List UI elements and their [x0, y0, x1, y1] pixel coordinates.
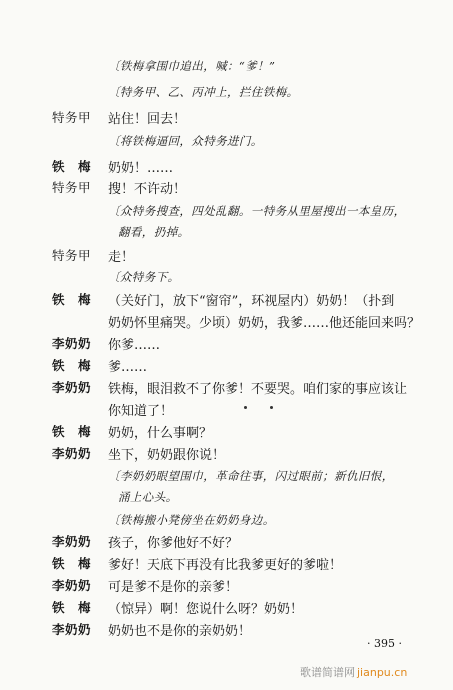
speaker-label: 铁 梅 [52, 292, 92, 307]
dialogue-text: 站住！回去！ [108, 111, 187, 127]
speaker-label: 铁 梅 [52, 600, 92, 615]
speaker-label: 铁 梅 [52, 556, 92, 571]
dialogue-text: 奶奶，什么事啊？ [108, 425, 213, 441]
script-line [0, 289, 453, 309]
script-line [0, 443, 453, 463]
speaker-label: 李奶奶 [52, 622, 92, 637]
dialogue-text: 奶奶！…… [108, 160, 174, 176]
dialogue-text: 走！ [108, 249, 135, 265]
script-line [0, 510, 453, 530]
script-line [0, 466, 453, 486]
stage-direction: 翻看，扔掉。 [118, 225, 190, 239]
script-line [0, 575, 453, 595]
dialogue-text: 你知道了！ [108, 403, 174, 419]
stage-direction: 〔特务甲、乙、丙冲上，拦住铁梅。 [108, 85, 299, 99]
stage-direction: 〔铁梅拿围巾追出，喊：“爹！” [108, 59, 276, 73]
script-line [0, 222, 453, 242]
script-line [0, 355, 453, 375]
script-line [0, 156, 453, 176]
stage-direction: 〔众特务下。 [108, 270, 180, 284]
script-line [0, 597, 453, 617]
script-line [0, 201, 453, 221]
dialogue-text: 你爹…… [108, 337, 161, 353]
script-line [0, 377, 453, 397]
script-line [0, 333, 453, 353]
dialogue-text: 可是爹不是你的亲爹！ [108, 579, 239, 595]
stage-direction: 〔众特务搜查，四处乱翻。一特务从里屋搜出一本皇历， [108, 204, 406, 218]
speaker-label: 特务甲 [52, 180, 92, 195]
dialogue-text: 爹…… [108, 359, 148, 375]
dialogue-text: 搜！不许动！ [108, 181, 187, 197]
dialogue-text: 爹好！天底下再没有比我爹更好的爹啦！ [108, 557, 343, 573]
dialogue-text: 奶奶怀里痛哭。少顷）奶奶，我爹……他还能回来吗？ [108, 315, 421, 331]
speaker-label: 铁 梅 [52, 358, 92, 373]
speaker-label: 特务甲 [52, 110, 92, 125]
page-number: · 395 · [367, 637, 402, 650]
stage-direction: 〔将铁梅逼回，众特务进门。 [108, 134, 263, 148]
script-line [0, 131, 453, 151]
speaker-label: 李奶奶 [52, 380, 92, 395]
speaker-label: 李奶奶 [52, 446, 92, 461]
script-line [0, 311, 453, 331]
script-line [0, 177, 453, 197]
script-line [0, 399, 453, 419]
script-line [0, 267, 453, 287]
dialogue-text: （惊异）啊！您说什么呀？奶奶！ [108, 601, 304, 617]
watermark-footer [300, 660, 450, 684]
speaker-label: 李奶奶 [52, 578, 92, 593]
script-line [0, 531, 453, 551]
watermark-site-url: jianpu.cn [357, 665, 408, 679]
script-line [0, 421, 453, 441]
dialogue-text: 坐下，奶奶跟你说！ [108, 447, 226, 463]
dialogue-text: 奶奶也不是你的亲奶奶！ [108, 623, 252, 639]
speaker-label: 特务甲 [52, 248, 92, 263]
script-line [0, 553, 453, 573]
stage-direction: 涌上心头。 [118, 490, 178, 504]
script-line [0, 56, 453, 76]
dialogue-text: （关好门，放下“窗帘”，环视屋内）奶奶！（扑到 [108, 293, 395, 309]
dialogue-text: 孩子，你爹他好不好？ [108, 535, 239, 551]
speaker-label: 李奶奶 [52, 336, 92, 351]
dialogue-text: 铁梅，眼泪救不了你爹！不要哭。咱们家的事应该让 [108, 381, 408, 397]
speaker-label: 铁 梅 [52, 424, 92, 439]
stage-direction: 〔铁梅搬小凳傍坐在奶奶身边。 [108, 513, 275, 527]
script-line [0, 107, 453, 127]
print-mark [244, 406, 247, 409]
speaker-label: 铁 梅 [52, 159, 92, 174]
script-line [0, 82, 453, 102]
stage-direction: 〔李奶奶眼望围巾，革命往事，闪过眼前；新仇旧恨， [108, 469, 394, 483]
script-line [0, 245, 453, 265]
script-line [0, 619, 453, 639]
watermark-site-name: 歌谱简谱网 [300, 666, 355, 679]
script-line [0, 487, 453, 507]
print-mark [270, 406, 273, 409]
speaker-label: 李奶奶 [52, 534, 92, 549]
